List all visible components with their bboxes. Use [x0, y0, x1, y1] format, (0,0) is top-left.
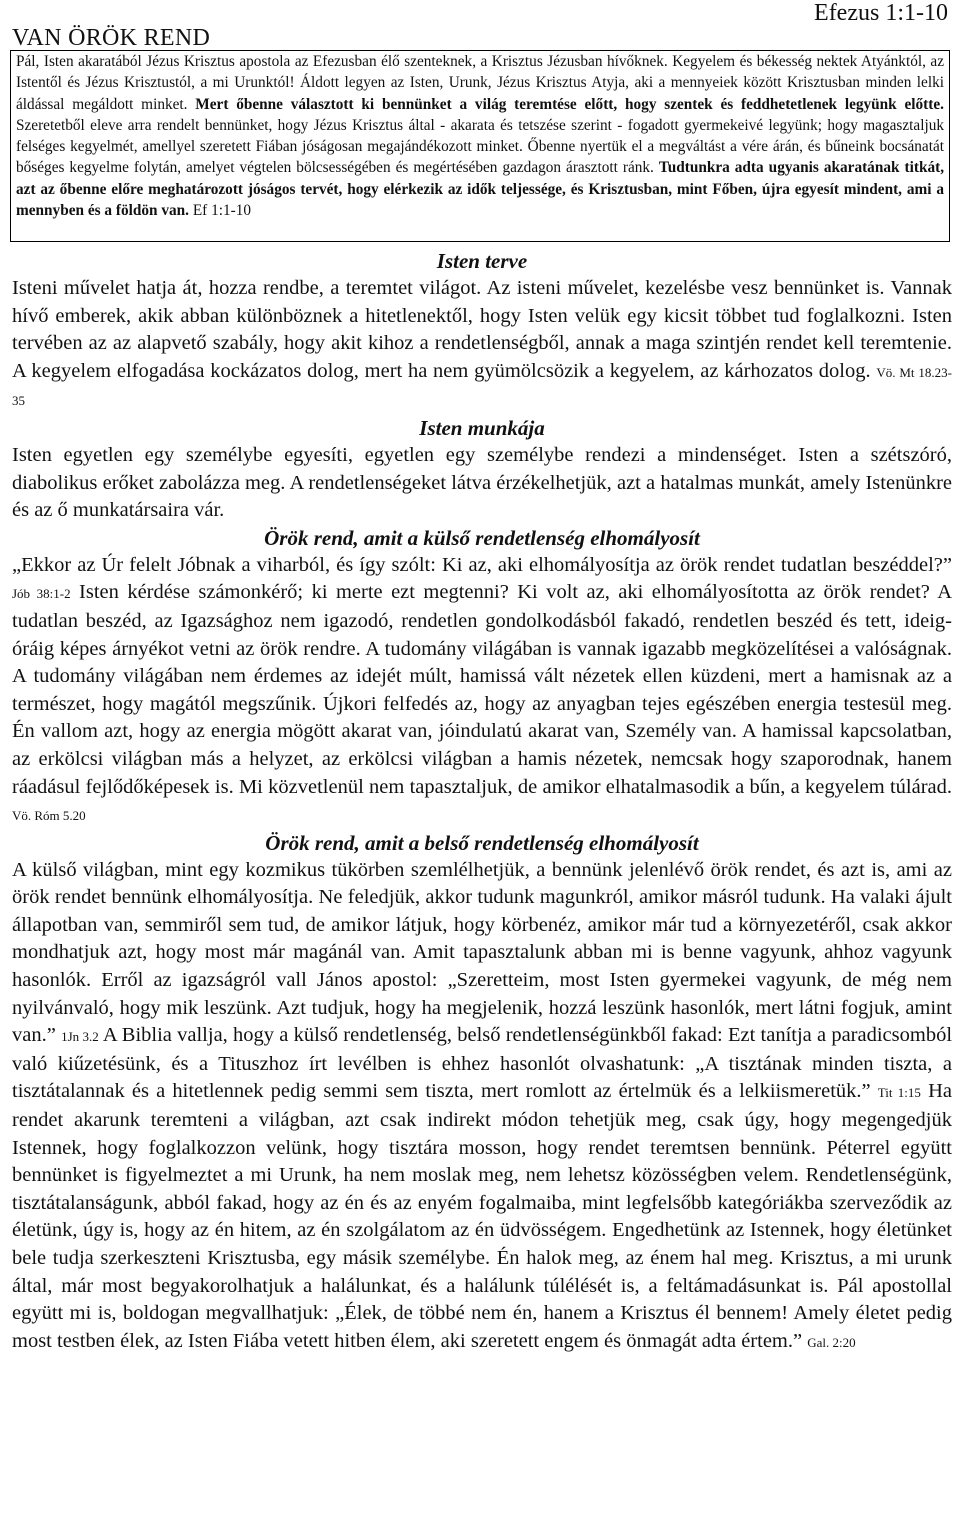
quote-bold-1: Mert őbenne választott ki bennünket a világ teremtése előtt, hogy szentek és feddhetetlenek legyünk előtte.: [195, 95, 944, 113]
section-heading-isten-munkaja: Isten munkája: [419, 415, 545, 440]
inline-reference: Gal. 2:20: [807, 1334, 856, 1350]
paragraph-text: A Biblia vallja, hogy a külső rendetlenség, belső rendetlenségünkből fakad: Ezt tanítja a paradicsomból való kiűzetésünk, és a Tituszhoz írt levélben is ehhez hasonlót olvashatunk: „A tisztának minden tiszta, a tisztátalannak és a hitetlennek pedig semmi sem tiszta, mert romlott az értelmük és a lelkiismeretük.”: [12, 1024, 953, 1103]
quote-bold-2: Tudtunkra adta ugyanis akaratának titkát, azt az őbenne előre meghatározott jóságos tervét, hogy elérkezik az idők teljessége, és Krisztusban, mint Főben, újra egyesít mindent, ami a mennyben és a földön van.: [16, 159, 945, 220]
scripture-quote-box: [10, 50, 950, 242]
paragraph-text: Isten kérdése számonkérő; ki merte ezt megtenni? Ki volt az, aki elhomályosította az örök rendet? A tudatlan beszéd, az Igazsághoz nem igazodó, rendetlen gondolkodásból fakadó, rendetlen beszéd és tett, ideig-óráig képes árnyékot vetni az örök rendre. A tudomány világában is vannak igazabb megközelítései a valóságnak. A tudomány világában nem érdemes az idejét múlt, hamissá vált nézetek ellen küzdeni, mert a hamisnak az a természet, hogy magától megszűnik. Újkori felfedés az, hogy az anyagban tejes egészében energia testesül meg. Én vallom azt, hogy az energia mögött akarat van, jóindulatú akarat van, Személy van. A hamissal kapcsolatban, az erkölcsi világban más a helyzet, az erkölcsi világban a hamis nézetek, nemcsak hogy szaporodnak, hanem ráadásul fejlődőképesek is. Mi közvetlenül nem tapasztaljuk, de amikor elhatalmasodik a bűn, a kegyelem túlárad.: [12, 581, 953, 798]
paragraph-text: Ha rendet akarunk teremteni a világban, azt csak indirekt módon tehetjük meg, csak úgy, hogy megengedjük Istennek, hogy foglalkozzon velünk, hogy tisztára mosson, hogy rendet teremtsen bennünk. Péterrel együtt bennünket is figyelmeztet a mi Urunk, ha nem moslak meg, nem lehetsz közösségben velem. Rendetlenségünk, tisztátalanságunk, abból fakad, hogy az én és az enyém fogalmaiba, mint legfelsőbb kategóriákba szerveződik az életünk, úgy is, hogy az én hitem, az én szolgálatom az én üdvösségem. Engedhetünk az Istennek, hogy életünket bele tudja szerkeszteni Krisztusba, egy másik személybe. Én halok meg, az énem hal meg. Krisztus, a mi urunk által, már most begyakorolhatjuk a halálunkat, és a halálunk túlélését is, a feltámadásunkat is. Pál apostollal együtt mi is, boldogan megvallhatjuk: „Élek, de többé nem én, hanem a Krisztus él bennem! Amely életet pedig most testben élek, az Isten Fiába vetett hitben élem, aki szeretett engem és önmagát adta értem.”: [12, 1080, 952, 1352]
inline-reference: 1Jn 3.2: [61, 1029, 99, 1045]
quote-plain-1: Pál, Isten akaratából Jézus Krisztus apostola az Efezusban élő szenteknek, a Krisztus Jézusban hívőknek. Kegyelem és békesség nektek Atyánktól, az Istentől és Jézus Krisztustól, a mi Urunktól! Áldott legyen az Isten, Urunk, Jézus Krisztus Atyja, aki a mennyeiek között Krisztusban minden lelki áldással megáldott minket.: [16, 53, 944, 113]
inline-reference: Vö. Róm 5.20: [12, 808, 86, 824]
page-title: VAN ÖRÖK REND: [12, 25, 211, 51]
section-paragraph-belso-rendetlenseg: [12, 857, 952, 1357]
paragraph-text: A külső világban, mint egy kozmikus tükörben szemlélhetjük, a bennünk jelenlévő örök rendet, és azt is, ami az örök rendet bennünk elhomályosítja. Ne feledjük, akkor tudunk magunkról, amikor másról tudunk. Ha valaki ájult állapotban van, semmiről sem tud, de amikor látjuk, hogy körbenéz, amikor már tud a környezetéről, csak akkor mondhatjuk azt, hogy most már magánál van. Amit tapasztalunk abban mi is benne vagyunk, ahhoz vagyunk hasonlók. Erről az igazságról vall János apostol: „Szeretteim, most Isten gyermekei vagyunk, de még nem nyilvánvaló, hogy mik leszünk. Azt tudjuk, hogy ha megjelenik, hozzá leszünk hasonlók, mert látni fogjuk, amint van.”: [12, 858, 952, 1047]
scripture-quote-text: [16, 51, 944, 221]
quote-plain-2: Szeretetből eleve arra rendelt bennünket, hogy Jézus Krisztus által - akarata és tetszése szerint - fogadott gyermekeivé legyünk; hogy magasztaljuk felséges kegyelmét, amellyel szeretett Fiában jóságosan megajándékozott minket. Őbenne nyertük el a megváltást a vére árán, és bűneink bocsánatát bőséges kegyelme folytán, amelyet végtelen bölcsességében és megértésében gazdagon árasztott ránk.: [16, 116, 944, 177]
bible-reference: Efezus 1:1-10: [814, 0, 948, 26]
main-content: [12, 248, 952, 1356]
inline-reference: Vö. Mt 18.23-35: [12, 364, 952, 409]
section-paragraph-kulso-rendetlenseg: [12, 552, 952, 830]
quote-reference: Ef 1:1-10: [192, 202, 252, 220]
paragraph-text: Isteni művelet hatja át, hozza rendbe, a teremtet világot. Az isteni művelet, kezelésbe vesz bennünket is. Vannak hívő emberek, akik abban különböznek a hitetlenektől, hogy Isten velük egy kicsit többet tud foglalkozni. Isten tervében az az alapvető szabály, hogy akit kihoz a rendetlenségből, annak a maga szintjén rendet kell teremtenie. A kegyelem elfogadása kockázatos dolog, mert ha nem gyümölcsözik a kegyelem, az kárhozatos dolog.: [12, 277, 952, 382]
section-heading-belso-rendetlenseg: Örök rend, amit a belső rendetlenség elhomályosít: [265, 830, 699, 855]
inline-reference: Tit 1:15: [877, 1085, 921, 1101]
section-heading-isten-terve: Isten terve: [436, 249, 528, 273]
section-heading-kulso-rendetlenseg: Örök rend, amit a külső rendetlenség elhomályosít: [264, 525, 700, 550]
section-paragraph-isten-terve: [12, 275, 952, 415]
inline-reference: Jób 38:1-2: [12, 586, 71, 602]
paragraph-text: „Ekkor az Úr felelt Jóbnak a viharból, és így szólt: Ki az, aki elhomályosítja az örök rendet tudatlan beszéddel?”: [12, 553, 952, 576]
section-paragraph-isten-munkaja: [12, 442, 952, 525]
paragraph-text: Isten egyetlen egy személybe egyesíti, egyetlen egy személybe rendezi a mindenséget. Isten a szétszóró, diabolikus erőket zabolázza meg. A rendetlenségeket látva érzékelhetjük, azt a hatalmas munkát, amely Istenünkre és az ő munkatársaira vár.: [12, 443, 952, 522]
